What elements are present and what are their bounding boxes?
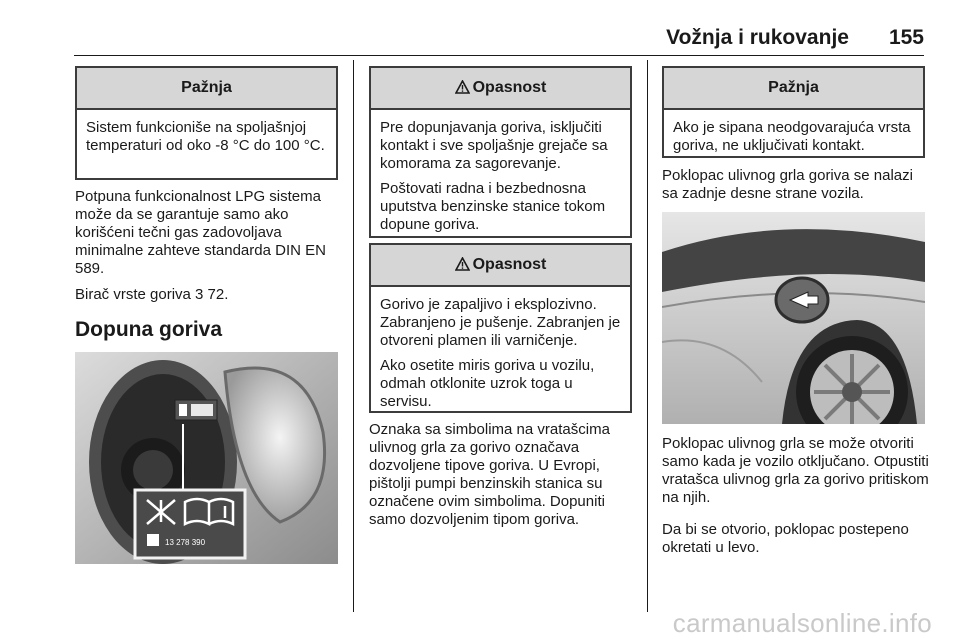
page-header: [666, 26, 924, 50]
attention-box-temperature: [75, 66, 338, 180]
lpg-paragraph: Potpuna funkcionalnost LPG sistema može da se garantuje samo ako korišćeni tečni gas zadovoljava minimalne zahteve standarda DIN EN 589.: [75, 188, 326, 277]
lpg-text-block: [75, 188, 343, 312]
attention-box-title: Pažnja: [77, 68, 336, 110]
fuel-flap-photo: [75, 352, 338, 564]
fuel-symbols-paragraph: Oznaka sa simbolima na vratašcima ulivnog grla za gorivo označava dozvoljene tipove goriva. U Evropi, pištolji pumpi benzinskih stanica su označene ovim simbolima. Dopuniti samo dozvoljenim tipom goriva.: [369, 421, 610, 528]
danger-box-title: Opasnost: [472, 79, 547, 96]
car-rear-photo: [662, 212, 925, 424]
flap-location-paragraph: Poklopac ulivnog grla goriva se nalazi sa zadnje desne strane vozila.: [662, 167, 913, 202]
column-divider-right: [647, 60, 648, 612]
danger-box-text-2: Ako osetite miris goriva u vozilu, odmah otklonite uzrok toga u servisu.: [380, 357, 595, 410]
fuel-selector-reference: Birač vrste goriva 3 72.: [75, 286, 229, 303]
header-rule: [74, 55, 924, 56]
section-title: Vožnja i rukovanje: [666, 26, 849, 49]
watermark: carmanualsonline.info: [672, 608, 932, 638]
flap-location-text: [662, 167, 932, 211]
attention-box-title: Pažnja: [664, 68, 923, 110]
danger-box-flammable: [369, 243, 632, 413]
danger-box-title: Opasnost: [472, 256, 547, 273]
fuel-flap-illustration: [75, 352, 338, 564]
flap-opening-text: [662, 435, 934, 565]
danger-box-text-1: Pre dopunjavanja goriva, isključiti kontakt i sve spoljašnje grejače sa komorama za sagorevanje.: [380, 119, 608, 172]
column-divider-left: [353, 60, 354, 612]
section-heading-refuelling: Dopuna goriva: [75, 318, 223, 341]
attention-box-text: Sistem funkcioniše na spoljašnjoj temperaturi od oko -8 °C do 100 °C.: [86, 119, 325, 154]
danger-box-text-1: Gorivo je zapaljivo i eksplozivno. Zabranjeno je pušenje. Zabranjen je otvoreni plamen ili varničenje.: [380, 296, 621, 349]
danger-box-text-2: Poštovati radna i bezbednosna uputstva benzinske stanice tokom dopune goriva.: [380, 180, 606, 233]
warning-triangle-icon: [455, 70, 470, 110]
danger-box-before-refuelling: [369, 66, 632, 238]
warning-triangle-icon: [455, 247, 470, 287]
flap-unlock-paragraph: Poklopac ulivnog grla se može otvoriti samo kada je vozilo otključano. Otpustiti vratašca ulivnog grla za gorivo pritiskom na njih.: [662, 435, 929, 506]
fuel-symbols-text: [369, 421, 639, 537]
attention-box-text: Ako je sipana neodgovarajuća vrsta goriva, ne uključivati kontakt.: [673, 119, 911, 154]
cap-turn-paragraph: Da bi se otvorio, poklopac postepeno okretati u levo.: [662, 521, 909, 556]
attention-box-wrong-fuel: [662, 66, 925, 158]
page-number: 155: [888, 26, 924, 49]
photo-label-code: 13 278 390: [165, 538, 206, 547]
danger-box-header: [371, 245, 630, 287]
car-rear-illustration: [662, 212, 925, 424]
danger-box-header: [371, 68, 630, 110]
